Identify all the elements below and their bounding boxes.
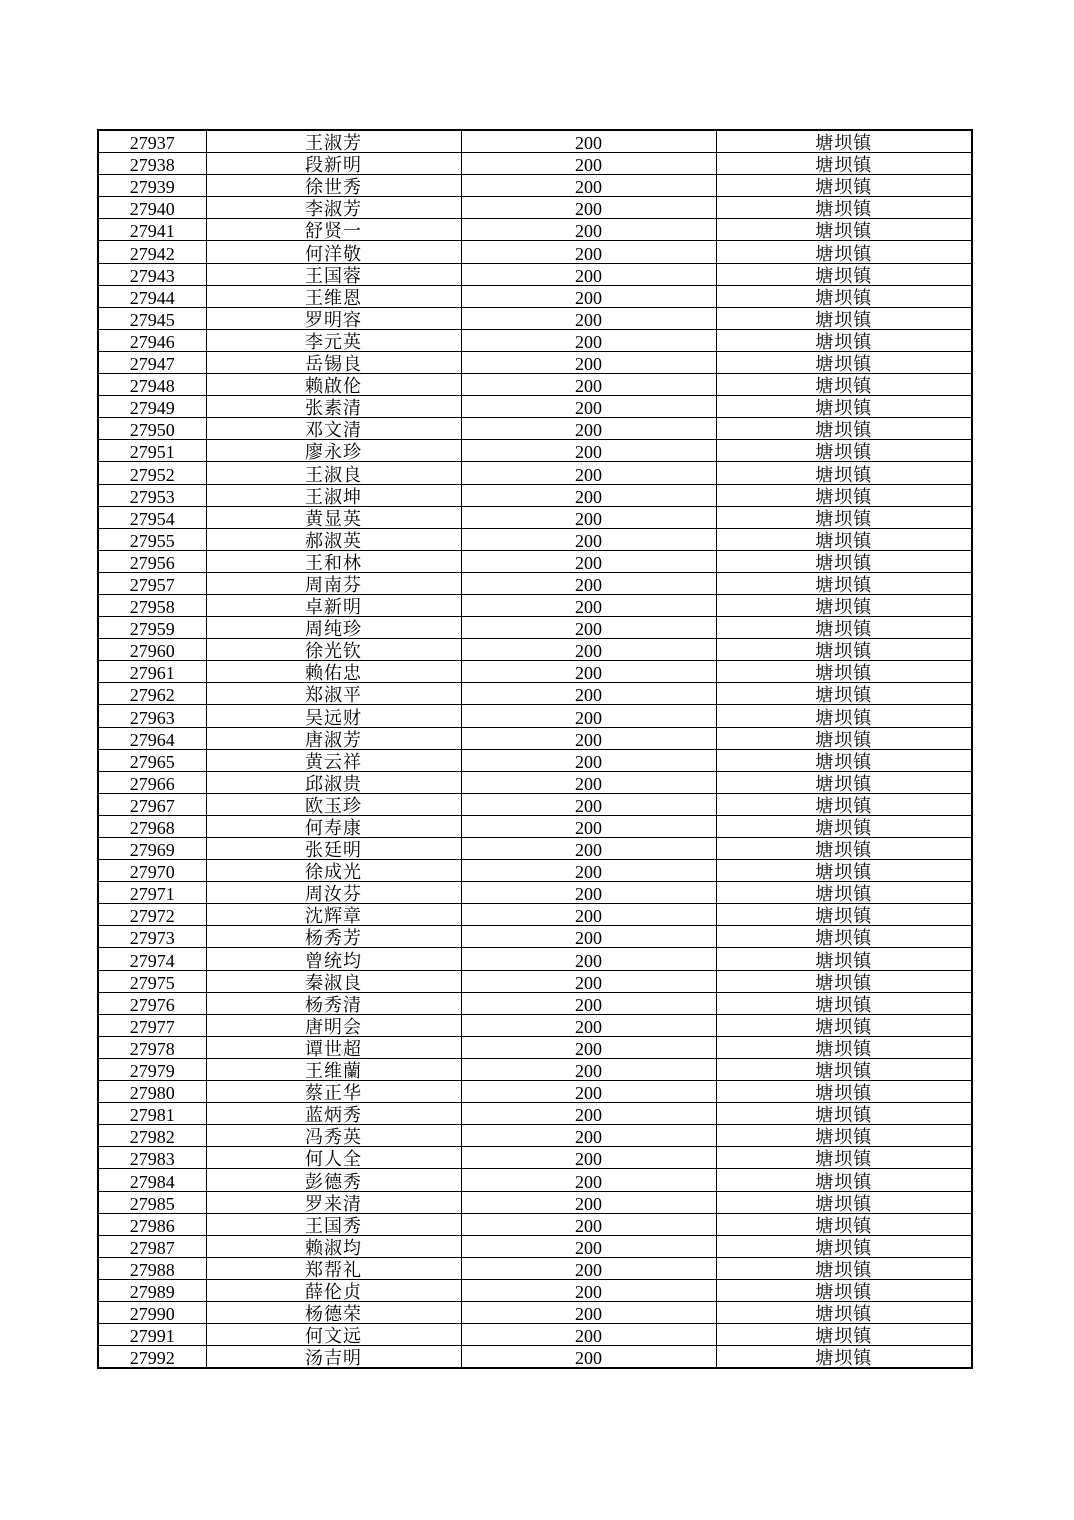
name-cell: 欧玉珍 — [206, 793, 461, 815]
name-cell: 唐明会 — [206, 1014, 461, 1036]
town-cell: 塘坝镇 — [716, 550, 972, 572]
town-cell: 塘坝镇 — [716, 1058, 972, 1080]
name-cell: 舒贤一 — [206, 219, 461, 241]
town-cell: 塘坝镇 — [716, 1147, 972, 1169]
amount-cell: 200 — [461, 462, 716, 484]
name-cell: 赖佑忠 — [206, 661, 461, 683]
amount-cell: 200 — [461, 793, 716, 815]
table-row — [98, 484, 972, 506]
row-id-cell: 27989 — [98, 1279, 206, 1301]
town-cell: 塘坝镇 — [716, 572, 972, 594]
table-body — [98, 130, 972, 1368]
row-id-cell: 27962 — [98, 683, 206, 705]
name-cell: 赖淑均 — [206, 1235, 461, 1257]
amount-cell: 200 — [461, 241, 716, 263]
town-cell: 塘坝镇 — [716, 683, 972, 705]
row-id-cell: 27938 — [98, 153, 206, 175]
town-cell: 塘坝镇 — [716, 992, 972, 1014]
amount-cell: 200 — [461, 1125, 716, 1147]
town-cell: 塘坝镇 — [716, 1235, 972, 1257]
table-row — [98, 1058, 972, 1080]
name-cell: 邓文清 — [206, 418, 461, 440]
name-cell: 王淑坤 — [206, 484, 461, 506]
amount-cell: 200 — [461, 970, 716, 992]
table-row — [98, 1169, 972, 1191]
row-id-cell: 27974 — [98, 948, 206, 970]
amount-cell: 200 — [461, 506, 716, 528]
amount-cell: 200 — [461, 882, 716, 904]
town-cell: 塘坝镇 — [716, 307, 972, 329]
amount-cell: 200 — [461, 1235, 716, 1257]
table-row — [98, 153, 972, 175]
table-row — [98, 1324, 972, 1346]
table-row — [98, 838, 972, 860]
town-cell: 塘坝镇 — [716, 1036, 972, 1058]
amount-cell: 200 — [461, 484, 716, 506]
table-row — [98, 197, 972, 219]
name-cell: 徐成光 — [206, 860, 461, 882]
name-cell: 何人全 — [206, 1147, 461, 1169]
amount-cell: 200 — [461, 418, 716, 440]
row-id-cell: 27985 — [98, 1191, 206, 1213]
town-cell: 塘坝镇 — [716, 926, 972, 948]
table-row — [98, 506, 972, 528]
row-id-cell: 27939 — [98, 175, 206, 197]
name-cell: 卓新明 — [206, 594, 461, 616]
table-row — [98, 749, 972, 771]
amount-cell: 200 — [461, 374, 716, 396]
table-row — [98, 1014, 972, 1036]
row-id-cell: 27978 — [98, 1036, 206, 1058]
town-cell: 塘坝镇 — [716, 175, 972, 197]
town-cell: 塘坝镇 — [716, 705, 972, 727]
amount-cell: 200 — [461, 860, 716, 882]
table-row — [98, 815, 972, 837]
name-cell: 李淑芳 — [206, 197, 461, 219]
table-row — [98, 1081, 972, 1103]
town-cell: 塘坝镇 — [716, 1014, 972, 1036]
town-cell: 塘坝镇 — [716, 749, 972, 771]
amount-cell: 200 — [461, 639, 716, 661]
row-id-cell: 27976 — [98, 992, 206, 1014]
amount-cell: 200 — [461, 550, 716, 572]
table-row — [98, 882, 972, 904]
amount-cell: 200 — [461, 130, 716, 153]
row-id-cell: 27979 — [98, 1058, 206, 1080]
table-row — [98, 1257, 972, 1279]
row-id-cell: 27990 — [98, 1301, 206, 1323]
amount-cell: 200 — [461, 219, 716, 241]
town-cell: 塘坝镇 — [716, 462, 972, 484]
table-row — [98, 1147, 972, 1169]
table-row — [98, 307, 972, 329]
table-row — [98, 374, 972, 396]
row-id-cell: 27941 — [98, 219, 206, 241]
name-cell: 汤吉明 — [206, 1346, 461, 1369]
row-id-cell: 27971 — [98, 882, 206, 904]
name-cell: 曾统均 — [206, 948, 461, 970]
town-cell: 塘坝镇 — [716, 528, 972, 550]
row-id-cell: 27969 — [98, 838, 206, 860]
table-row — [98, 440, 972, 462]
row-id-cell: 27987 — [98, 1235, 206, 1257]
amount-cell: 200 — [461, 926, 716, 948]
amount-cell: 200 — [461, 528, 716, 550]
table-row — [98, 329, 972, 351]
table-row — [98, 1213, 972, 1235]
name-cell: 杨秀芳 — [206, 926, 461, 948]
name-cell: 秦淑良 — [206, 970, 461, 992]
amount-cell: 200 — [461, 1301, 716, 1323]
table-row — [98, 1301, 972, 1323]
name-cell: 唐淑芳 — [206, 727, 461, 749]
row-id-cell: 27975 — [98, 970, 206, 992]
town-cell: 塘坝镇 — [716, 1191, 972, 1213]
table-row — [98, 948, 972, 970]
town-cell: 塘坝镇 — [716, 1257, 972, 1279]
row-id-cell: 27960 — [98, 639, 206, 661]
amount-cell: 200 — [461, 351, 716, 373]
row-id-cell: 27952 — [98, 462, 206, 484]
table-row — [98, 617, 972, 639]
town-cell: 塘坝镇 — [716, 1103, 972, 1125]
name-cell: 罗明容 — [206, 307, 461, 329]
table-row — [98, 594, 972, 616]
name-cell: 岳锡良 — [206, 351, 461, 373]
name-cell: 徐世秀 — [206, 175, 461, 197]
town-cell: 塘坝镇 — [716, 1213, 972, 1235]
table-row — [98, 926, 972, 948]
amount-cell: 200 — [461, 594, 716, 616]
amount-cell: 200 — [461, 683, 716, 705]
name-cell: 何寿康 — [206, 815, 461, 837]
table-row — [98, 351, 972, 373]
row-id-cell: 27973 — [98, 926, 206, 948]
town-cell: 塘坝镇 — [716, 1125, 972, 1147]
amount-cell: 200 — [461, 1036, 716, 1058]
amount-cell: 200 — [461, 749, 716, 771]
town-cell: 塘坝镇 — [716, 1301, 972, 1323]
name-cell: 郝淑英 — [206, 528, 461, 550]
table-row — [98, 1235, 972, 1257]
town-cell: 塘坝镇 — [716, 815, 972, 837]
row-id-cell: 27957 — [98, 572, 206, 594]
row-id-cell: 27945 — [98, 307, 206, 329]
table-row — [98, 639, 972, 661]
name-cell: 周汝芬 — [206, 882, 461, 904]
row-id-cell: 27992 — [98, 1346, 206, 1369]
town-cell: 塘坝镇 — [716, 374, 972, 396]
table-row — [98, 572, 972, 594]
town-cell: 塘坝镇 — [716, 771, 972, 793]
town-cell: 塘坝镇 — [716, 241, 972, 263]
amount-cell: 200 — [461, 705, 716, 727]
name-cell: 邱淑贵 — [206, 771, 461, 793]
amount-cell: 200 — [461, 1324, 716, 1346]
name-cell: 王淑良 — [206, 462, 461, 484]
name-cell: 王和林 — [206, 550, 461, 572]
table-row — [98, 705, 972, 727]
town-cell: 塘坝镇 — [716, 639, 972, 661]
amount-cell: 200 — [461, 1081, 716, 1103]
name-cell: 张廷明 — [206, 838, 461, 860]
row-id-cell: 27968 — [98, 815, 206, 837]
row-id-cell: 27981 — [98, 1103, 206, 1125]
town-cell: 塘坝镇 — [716, 263, 972, 285]
row-id-cell: 27966 — [98, 771, 206, 793]
row-id-cell: 27946 — [98, 329, 206, 351]
row-id-cell: 27958 — [98, 594, 206, 616]
row-id-cell: 27953 — [98, 484, 206, 506]
name-cell: 李元英 — [206, 329, 461, 351]
town-cell: 塘坝镇 — [716, 1081, 972, 1103]
town-cell: 塘坝镇 — [716, 418, 972, 440]
amount-cell: 200 — [461, 904, 716, 926]
amount-cell: 200 — [461, 440, 716, 462]
table-row — [98, 970, 972, 992]
table-row — [98, 793, 972, 815]
table-row — [98, 860, 972, 882]
town-cell: 塘坝镇 — [716, 197, 972, 219]
amount-cell: 200 — [461, 815, 716, 837]
table-row — [98, 1191, 972, 1213]
name-cell: 何洋敬 — [206, 241, 461, 263]
town-cell: 塘坝镇 — [716, 285, 972, 307]
row-id-cell: 27983 — [98, 1147, 206, 1169]
town-cell: 塘坝镇 — [716, 329, 972, 351]
table-row — [98, 683, 972, 705]
town-cell: 塘坝镇 — [716, 970, 972, 992]
row-id-cell: 27965 — [98, 749, 206, 771]
town-cell: 塘坝镇 — [716, 506, 972, 528]
row-id-cell: 27986 — [98, 1213, 206, 1235]
amount-cell: 200 — [461, 329, 716, 351]
row-id-cell: 27954 — [98, 506, 206, 528]
town-cell: 塘坝镇 — [716, 793, 972, 815]
amount-cell: 200 — [461, 572, 716, 594]
subsidy-table — [97, 129, 973, 1369]
name-cell: 周纯珍 — [206, 617, 461, 639]
town-cell: 塘坝镇 — [716, 727, 972, 749]
amount-cell: 200 — [461, 727, 716, 749]
row-id-cell: 27988 — [98, 1257, 206, 1279]
table-row — [98, 462, 972, 484]
amount-cell: 200 — [461, 948, 716, 970]
table-row — [98, 1036, 972, 1058]
row-id-cell: 27956 — [98, 550, 206, 572]
name-cell: 徐光钦 — [206, 639, 461, 661]
amount-cell: 200 — [461, 1169, 716, 1191]
name-cell: 杨德荣 — [206, 1301, 461, 1323]
table-row — [98, 241, 972, 263]
town-cell: 塘坝镇 — [716, 1169, 972, 1191]
name-cell: 廖永珍 — [206, 440, 461, 462]
table-row — [98, 771, 972, 793]
name-cell: 沈辉章 — [206, 904, 461, 926]
table-row — [98, 418, 972, 440]
name-cell: 罗来清 — [206, 1191, 461, 1213]
amount-cell: 200 — [461, 307, 716, 329]
row-id-cell: 27961 — [98, 661, 206, 683]
row-id-cell: 27950 — [98, 418, 206, 440]
town-cell: 塘坝镇 — [716, 1346, 972, 1369]
row-id-cell: 27940 — [98, 197, 206, 219]
row-id-cell: 27967 — [98, 793, 206, 815]
table-row — [98, 1103, 972, 1125]
name-cell: 王维蘭 — [206, 1058, 461, 1080]
amount-cell: 200 — [461, 1213, 716, 1235]
name-cell: 彭德秀 — [206, 1169, 461, 1191]
name-cell: 王维恩 — [206, 285, 461, 307]
row-id-cell: 27991 — [98, 1324, 206, 1346]
table-row — [98, 396, 972, 418]
town-cell: 塘坝镇 — [716, 1324, 972, 1346]
row-id-cell: 27963 — [98, 705, 206, 727]
amount-cell: 200 — [461, 771, 716, 793]
table-row — [98, 130, 972, 153]
town-cell: 塘坝镇 — [716, 948, 972, 970]
row-id-cell: 27982 — [98, 1125, 206, 1147]
town-cell: 塘坝镇 — [716, 1279, 972, 1301]
row-id-cell: 27951 — [98, 440, 206, 462]
name-cell: 何文远 — [206, 1324, 461, 1346]
row-id-cell: 27937 — [98, 130, 206, 153]
amount-cell: 200 — [461, 1058, 716, 1080]
table-row — [98, 1346, 972, 1369]
row-id-cell: 27980 — [98, 1081, 206, 1103]
row-id-cell: 27947 — [98, 351, 206, 373]
town-cell: 塘坝镇 — [716, 219, 972, 241]
row-id-cell: 27942 — [98, 241, 206, 263]
amount-cell: 200 — [461, 1279, 716, 1301]
row-id-cell: 27972 — [98, 904, 206, 926]
row-id-cell: 27984 — [98, 1169, 206, 1191]
name-cell: 王淑芳 — [206, 130, 461, 153]
town-cell: 塘坝镇 — [716, 594, 972, 616]
name-cell: 周南芬 — [206, 572, 461, 594]
town-cell: 塘坝镇 — [716, 882, 972, 904]
amount-cell: 200 — [461, 263, 716, 285]
name-cell: 段新明 — [206, 153, 461, 175]
town-cell: 塘坝镇 — [716, 351, 972, 373]
name-cell: 杨秀清 — [206, 992, 461, 1014]
name-cell: 张素清 — [206, 396, 461, 418]
table-row — [98, 992, 972, 1014]
amount-cell: 200 — [461, 1191, 716, 1213]
town-cell: 塘坝镇 — [716, 860, 972, 882]
table-row — [98, 1279, 972, 1301]
town-cell: 塘坝镇 — [716, 838, 972, 860]
table-row — [98, 219, 972, 241]
name-cell: 赖啟伦 — [206, 374, 461, 396]
table-row — [98, 263, 972, 285]
amount-cell: 200 — [461, 661, 716, 683]
amount-cell: 200 — [461, 1014, 716, 1036]
name-cell: 王国秀 — [206, 1213, 461, 1235]
table-row — [98, 285, 972, 307]
name-cell: 冯秀英 — [206, 1125, 461, 1147]
table-row — [98, 904, 972, 926]
row-id-cell: 27977 — [98, 1014, 206, 1036]
name-cell: 王国蓉 — [206, 263, 461, 285]
amount-cell: 200 — [461, 285, 716, 307]
amount-cell: 200 — [461, 175, 716, 197]
name-cell: 郑帮礼 — [206, 1257, 461, 1279]
town-cell: 塘坝镇 — [716, 440, 972, 462]
town-cell: 塘坝镇 — [716, 484, 972, 506]
table-row — [98, 727, 972, 749]
name-cell: 蔡正华 — [206, 1081, 461, 1103]
amount-cell: 200 — [461, 617, 716, 639]
row-id-cell: 27955 — [98, 528, 206, 550]
amount-cell: 200 — [461, 1147, 716, 1169]
amount-cell: 200 — [461, 992, 716, 1014]
town-cell: 塘坝镇 — [716, 130, 972, 153]
table-row — [98, 661, 972, 683]
row-id-cell: 27943 — [98, 263, 206, 285]
name-cell: 薛伦贞 — [206, 1279, 461, 1301]
table-row — [98, 550, 972, 572]
row-id-cell: 27970 — [98, 860, 206, 882]
town-cell: 塘坝镇 — [716, 617, 972, 639]
name-cell: 黄云祥 — [206, 749, 461, 771]
table-row — [98, 528, 972, 550]
town-cell: 塘坝镇 — [716, 153, 972, 175]
row-id-cell: 27959 — [98, 617, 206, 639]
amount-cell: 200 — [461, 838, 716, 860]
amount-cell: 200 — [461, 1103, 716, 1125]
name-cell: 蓝炳秀 — [206, 1103, 461, 1125]
name-cell: 黄显英 — [206, 506, 461, 528]
town-cell: 塘坝镇 — [716, 396, 972, 418]
amount-cell: 200 — [461, 197, 716, 219]
amount-cell: 200 — [461, 396, 716, 418]
row-id-cell: 27964 — [98, 727, 206, 749]
amount-cell: 200 — [461, 153, 716, 175]
town-cell: 塘坝镇 — [716, 904, 972, 926]
amount-cell: 200 — [461, 1346, 716, 1369]
name-cell: 吴远财 — [206, 705, 461, 727]
name-cell: 谭世超 — [206, 1036, 461, 1058]
town-cell: 塘坝镇 — [716, 661, 972, 683]
row-id-cell: 27948 — [98, 374, 206, 396]
amount-cell: 200 — [461, 1257, 716, 1279]
table-row — [98, 1125, 972, 1147]
row-id-cell: 27944 — [98, 285, 206, 307]
name-cell: 郑淑平 — [206, 683, 461, 705]
table-row — [98, 175, 972, 197]
row-id-cell: 27949 — [98, 396, 206, 418]
